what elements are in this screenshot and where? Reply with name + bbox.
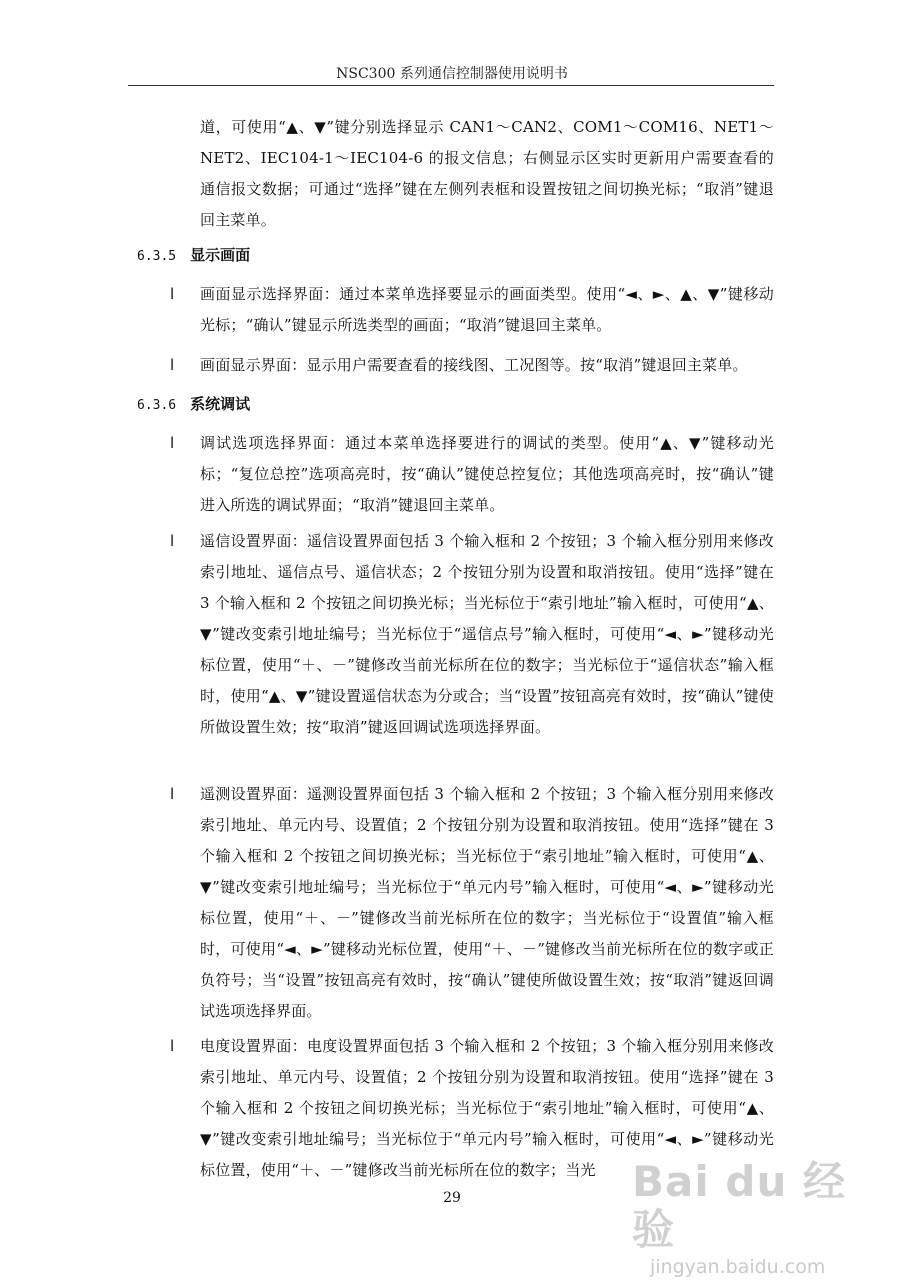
list-item: 遥信设置界面：遥信设置界面包括 3 个输入框和 2 个按钮；3 个输入框分别用来修改索引地址、遥信点号、遥信状态；2 个按钮分别为设置和取消按钮。使用“选择”键在 3 个输入框和 2 个按钮之间切换光标；当光标位于“索引地址”输入框时，可使用“▲、▼”键改变索引地址编号；当光标位于“遥信点号”输入框时，可使用“◄、►”键移动光标位置，使用“＋、－”键修改当前光标所在位的数字；当光标位于“遥信状态”输入框时，使用“▲、▼”键设置遥信状态为分或合；当“设置”按钮高亮有效时，按“确认”键使所做设置生效；按“取消”键返回调试选项选择界面。	[200, 532, 774, 736]
section-number: 6.3.6	[137, 398, 177, 413]
header-rule	[128, 85, 774, 86]
bullet-icon: l	[170, 1037, 175, 1055]
section-title: 系统调试	[190, 395, 251, 413]
page-number: 29	[443, 1190, 461, 1206]
bullet-icon: l	[170, 434, 175, 452]
list-item: 画面显示界面：显示用户需要查看的接线图、工况图等。按“取消”键退回主菜单。	[200, 356, 748, 374]
bullet-icon: l	[170, 285, 175, 303]
intro-paragraph: 道，可使用“▲、▼”键分别选择显示 CAN1～CAN2、COM1～COM16、NET1～NET2、IEC104-1～IEC104-6 的报文信息；右侧显示区实时更新用户需要查看的通信报文数据；可通过“选择”键在左侧列表框和设置按钮之间切换光标；“取消”键退回主菜单。	[200, 118, 774, 229]
bullet-icon: l	[170, 785, 175, 803]
section-heading-6-3-6	[137, 394, 250, 416]
list-item: 遥测设置界面：遥测设置界面包括 3 个输入框和 2 个按钮；3 个输入框分别用来修改索引地址、单元内号、设置值；2 个按钮分别为设置和取消按钮。使用“选择”键在 3 个输入框和 2 个按钮之间切换光标；当光标位于“索引地址”输入框时，可使用“▲、▼”键改变索引地址编号；当光标位于“单元内号”输入框时，可使用“◄、►”键移动光标位置，使用“＋、－”键修改当前光标所在位的数字；当光标位于“设置值”输入框时，可使用“◄、►”键移动光标位置，使用“＋、－”键修改当前光标所在位的数字或正负符号；当“设置”按钮高亮有效时，按“确认”键使所做设置生效；按“取消”键返回调试选项选择界面。	[200, 785, 774, 1020]
watermark-brand: Bai du 经验	[632, 1157, 846, 1254]
section-title: 显示画面	[190, 246, 251, 264]
bullet-icon: l	[170, 356, 175, 374]
section-heading-6-3-5	[137, 245, 250, 267]
watermark	[632, 1157, 872, 1278]
watermark-url: jingyan.baidu.com	[650, 1256, 826, 1278]
section-number: 6.3.5	[137, 249, 177, 264]
page-header-title: NSC300 系列通信控制器使用说明书	[336, 66, 568, 82]
list-item: 画面显示选择界面：通过本菜单选择要显示的画面类型。使用“◄、►、▲、▼”键移动光标；“确认”键显示所选类型的画面；“取消”键退回主菜单。	[200, 285, 774, 334]
list-item: 调试选项选择界面：通过本菜单选择要进行的调试的类型。使用“▲、▼”键移动光标；“复位总控”选项高亮时，按“确认”键使总控复位；其他选项高亮时，按“确认”键进入所选的调试界面；“取消”键退回主菜单。	[200, 434, 774, 514]
list-item: 电度设置界面：电度设置界面包括 3 个输入框和 2 个按钮；3 个输入框分别用来修改索引地址、单元内号、设置值；2 个按钮分别为设置和取消按钮。使用“选择”键在 3 个输入框和 2 个按钮之间切换光标；当光标位于“索引地址”输入框时，可使用“▲、▼”键改变索引地址编号；当光标位于“单元内号”输入框时，可使用“◄、►”键移动光标位置，使用“＋、－”键修改当前光标所在位的数字；当光	[200, 1037, 774, 1179]
bullet-icon: l	[170, 532, 175, 550]
